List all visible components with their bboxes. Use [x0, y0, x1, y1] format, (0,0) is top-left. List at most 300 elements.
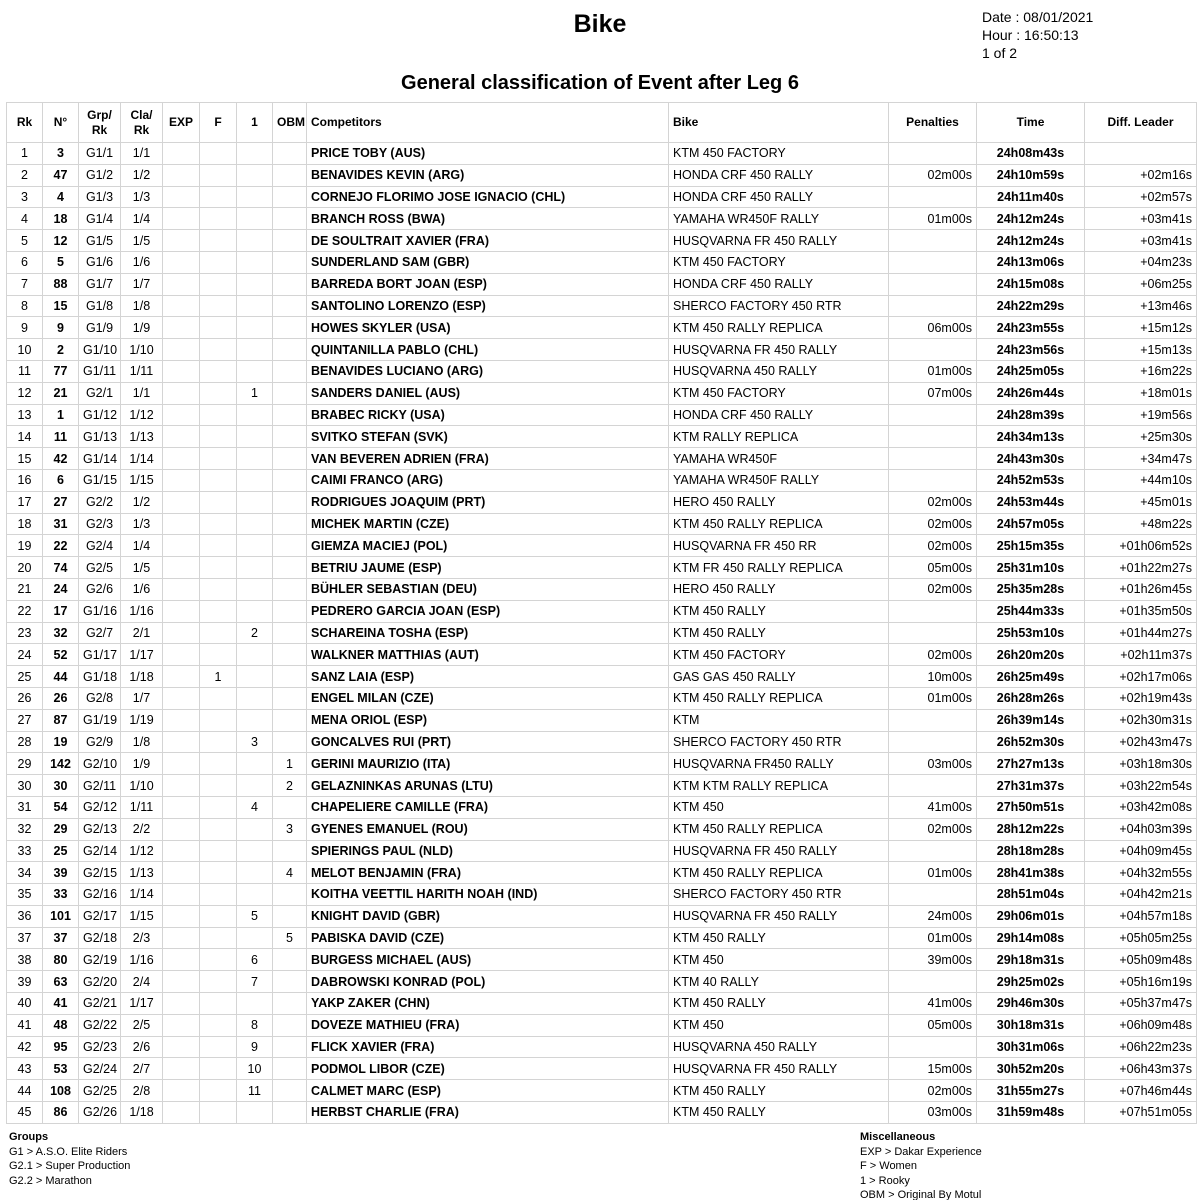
cell-obm: [273, 993, 307, 1015]
cell-penalties: [889, 971, 977, 993]
cell-rank: 10: [7, 339, 43, 361]
cell-group-rank: G2/2: [79, 491, 121, 513]
cell-rank: 22: [7, 600, 43, 622]
table-row: [7, 862, 1197, 884]
table-row: [7, 143, 1197, 165]
cell-obm: [273, 448, 307, 470]
table-row: [7, 382, 1197, 404]
column-header-bike: [669, 103, 889, 143]
cell-exp: [163, 709, 200, 731]
cell-obm: [273, 600, 307, 622]
cell-rooky: 5: [237, 905, 273, 927]
cell-time: 27h50m51s: [977, 796, 1085, 818]
cell-penalties: 02m00s: [889, 491, 977, 513]
cell-diff-leader: +44m10s: [1085, 469, 1197, 491]
cell-group-rank: G1/14: [79, 448, 121, 470]
table-row: [7, 840, 1197, 862]
table-row: [7, 753, 1197, 775]
cell-bike: SHERCO FACTORY 450 RTR: [669, 884, 889, 906]
cell-bib-number: 6: [43, 469, 79, 491]
cell-diff-leader: +06h22m23s: [1085, 1036, 1197, 1058]
cell-penalties: 41m00s: [889, 796, 977, 818]
cell-exp: [163, 295, 200, 317]
cell-diff-leader: +03m41s: [1085, 230, 1197, 252]
cell-bib-number: 12: [43, 230, 79, 252]
cell-penalties: 05m00s: [889, 1014, 977, 1036]
cell-group-rank: G1/19: [79, 709, 121, 731]
cell-time: 24h10m59s: [977, 164, 1085, 186]
column-header-penalties: [889, 103, 977, 143]
cell-bike: KTM 450 RALLY: [669, 1102, 889, 1124]
cell-time: 29h46m30s: [977, 993, 1085, 1015]
misc-legend-item: 1 > Rooky: [860, 1174, 910, 1187]
cell-competitor: MENA ORIOL (ESP): [307, 709, 669, 731]
cell-group-rank: G2/8: [79, 687, 121, 709]
cell-rank: 9: [7, 317, 43, 339]
table-row: [7, 295, 1197, 317]
cell-exp: [163, 382, 200, 404]
cell-competitor: DE SOULTRAIT XAVIER (FRA): [307, 230, 669, 252]
cell-exp: [163, 339, 200, 361]
cell-penalties: 02m00s: [889, 578, 977, 600]
cell-diff-leader: +03h42m08s: [1085, 796, 1197, 818]
cell-bike: HONDA CRF 450 RALLY: [669, 186, 889, 208]
cell-class-rank: 2/3: [121, 927, 163, 949]
cell-time: 26h25m49s: [977, 666, 1085, 688]
cell-bib-number: 39: [43, 862, 79, 884]
cell-rank: 19: [7, 535, 43, 557]
cell-rank: 34: [7, 862, 43, 884]
misc-legend: [860, 1130, 982, 1200]
cell-group-rank: G2/17: [79, 905, 121, 927]
cell-diff-leader: +05h16m19s: [1085, 971, 1197, 993]
cell-obm: [273, 949, 307, 971]
cell-bib-number: 2: [43, 339, 79, 361]
cell-bike: KTM 450: [669, 1014, 889, 1036]
cell-penalties: 02m00s: [889, 1080, 977, 1102]
cell-bib-number: 22: [43, 535, 79, 557]
cell-exp: [163, 230, 200, 252]
cell-women: [200, 513, 237, 535]
cell-group-rank: G1/5: [79, 230, 121, 252]
cell-class-rank: 1/15: [121, 469, 163, 491]
cell-rank: 2: [7, 164, 43, 186]
cell-diff-leader: +04m23s: [1085, 251, 1197, 273]
cell-bib-number: 9: [43, 317, 79, 339]
cell-bib-number: 44: [43, 666, 79, 688]
cell-rank: 20: [7, 557, 43, 579]
cell-penalties: 02m00s: [889, 818, 977, 840]
cell-rooky: 6: [237, 949, 273, 971]
cell-bike: HERO 450 RALLY: [669, 491, 889, 513]
cell-group-rank: G2/21: [79, 993, 121, 1015]
cell-bib-number: 19: [43, 731, 79, 753]
cell-diff-leader: [1085, 143, 1197, 165]
cell-competitor: BURGESS MICHAEL (AUS): [307, 949, 669, 971]
cell-group-rank: G1/11: [79, 360, 121, 382]
cell-diff-leader: +06h43m37s: [1085, 1058, 1197, 1080]
cell-group-rank: G2/22: [79, 1014, 121, 1036]
cell-women: [200, 840, 237, 862]
cell-competitor: BENAVIDES KEVIN (ARG): [307, 164, 669, 186]
cell-exp: [163, 448, 200, 470]
cell-rooky: [237, 578, 273, 600]
misc-legend-item: EXP > Dakar Experience: [860, 1145, 982, 1158]
cell-rooky: 9: [237, 1036, 273, 1058]
cell-group-rank: G1/8: [79, 295, 121, 317]
cell-women: [200, 884, 237, 906]
cell-bike: SHERCO FACTORY 450 RTR: [669, 731, 889, 753]
cell-obm: [273, 426, 307, 448]
cell-exp: [163, 666, 200, 688]
cell-exp: [163, 426, 200, 448]
cell-rank: 32: [7, 818, 43, 840]
table-row: [7, 251, 1197, 273]
cell-penalties: 01m00s: [889, 862, 977, 884]
cell-competitor: SANDERS DANIEL (AUS): [307, 382, 669, 404]
cell-competitor: GERINI MAURIZIO (ITA): [307, 753, 669, 775]
cell-diff-leader: +25m30s: [1085, 426, 1197, 448]
cell-exp: [163, 600, 200, 622]
cell-diff-leader: +01h26m45s: [1085, 578, 1197, 600]
cell-obm: [273, 557, 307, 579]
cell-rank: 8: [7, 295, 43, 317]
cell-class-rank: 2/7: [121, 1058, 163, 1080]
cell-class-rank: 1/4: [121, 535, 163, 557]
cell-rank: 1: [7, 143, 43, 165]
cell-penalties: 39m00s: [889, 949, 977, 971]
cell-diff-leader: +34m47s: [1085, 448, 1197, 470]
cell-exp: [163, 186, 200, 208]
column-header-bib-number: [43, 103, 79, 143]
cell-diff-leader: +04h03m39s: [1085, 818, 1197, 840]
cell-bike: KTM 450 RALLY REPLICA: [669, 317, 889, 339]
cell-group-rank: G2/6: [79, 578, 121, 600]
cell-rooky: [237, 143, 273, 165]
cell-group-rank: G2/14: [79, 840, 121, 862]
cell-rank: 29: [7, 753, 43, 775]
cell-time: 24h08m43s: [977, 143, 1085, 165]
cell-penalties: [889, 1036, 977, 1058]
cell-penalties: 03m00s: [889, 753, 977, 775]
cell-bib-number: 24: [43, 578, 79, 600]
cell-bike: YAMAHA WR450F: [669, 448, 889, 470]
cell-rank: 5: [7, 230, 43, 252]
misc-legend-item: F > Women: [860, 1160, 917, 1172]
cell-rank: 44: [7, 1080, 43, 1102]
cell-women: [200, 775, 237, 797]
table-row: [7, 971, 1197, 993]
cell-competitor: CALMET MARC (ESP): [307, 1080, 669, 1102]
cell-group-rank: G1/1: [79, 143, 121, 165]
cell-competitor: HERBST CHARLIE (FRA): [307, 1102, 669, 1124]
cell-class-rank: 1/15: [121, 905, 163, 927]
cell-obm: [273, 796, 307, 818]
cell-diff-leader: +05h09m48s: [1085, 949, 1197, 971]
cell-bib-number: 11: [43, 426, 79, 448]
cell-bike: KTM KTM RALLY REPLICA: [669, 775, 889, 797]
cell-group-rank: G2/24: [79, 1058, 121, 1080]
cell-class-rank: 1/17: [121, 993, 163, 1015]
column-header-obm: [273, 103, 307, 143]
cell-women: [200, 949, 237, 971]
cell-rank: 39: [7, 971, 43, 993]
cell-competitor: SANZ LAIA (ESP): [307, 666, 669, 688]
cell-rank: 37: [7, 927, 43, 949]
cell-class-rank: 1/14: [121, 884, 163, 906]
table-row: [7, 796, 1197, 818]
table-row: [7, 426, 1197, 448]
cell-bib-number: 41: [43, 993, 79, 1015]
cell-bike: HUSQVARNA FR 450 RALLY: [669, 1058, 889, 1080]
cell-time: 29h18m31s: [977, 949, 1085, 971]
cell-rank: 42: [7, 1036, 43, 1058]
cell-competitor: GONCALVES RUI (PRT): [307, 731, 669, 753]
cell-penalties: 15m00s: [889, 1058, 977, 1080]
cell-time: 28h41m38s: [977, 862, 1085, 884]
cell-competitor: BÜHLER SEBASTIAN (DEU): [307, 578, 669, 600]
column-header-label: Rk: [133, 122, 150, 137]
column-header-label: F: [214, 115, 222, 129]
column-header-label: OBM: [277, 115, 305, 129]
table-row: [7, 535, 1197, 557]
cell-exp: [163, 731, 200, 753]
cell-obm: [273, 404, 307, 426]
cell-class-rank: 1/16: [121, 949, 163, 971]
cell-penalties: [889, 709, 977, 731]
cell-group-rank: G2/10: [79, 753, 121, 775]
cell-competitor: GYENES EMANUEL (ROU): [307, 818, 669, 840]
cell-competitor: DABROWSKI KONRAD (POL): [307, 971, 669, 993]
table-row: [7, 513, 1197, 535]
cell-competitor: DOVEZE MATHIEU (FRA): [307, 1014, 669, 1036]
cell-group-rank: G1/2: [79, 164, 121, 186]
cell-exp: [163, 251, 200, 273]
table-row: [7, 666, 1197, 688]
column-header-label: N°: [53, 115, 68, 129]
cell-bib-number: 4: [43, 186, 79, 208]
cell-rank: 38: [7, 949, 43, 971]
cell-time: 30h18m31s: [977, 1014, 1085, 1036]
cell-women: [200, 404, 237, 426]
cell-bib-number: 95: [43, 1036, 79, 1058]
table-row: [7, 1102, 1197, 1124]
cell-group-rank: G2/23: [79, 1036, 121, 1058]
cell-women: [200, 578, 237, 600]
cell-diff-leader: +05h37m47s: [1085, 993, 1197, 1015]
cell-rank: 31: [7, 796, 43, 818]
cell-competitor: PEDRERO GARCIA JOAN (ESP): [307, 600, 669, 622]
cell-competitor: BARREDA BORT JOAN (ESP): [307, 273, 669, 295]
cell-women: [200, 535, 237, 557]
cell-time: 28h12m22s: [977, 818, 1085, 840]
cell-women: [200, 818, 237, 840]
cell-obm: [273, 1036, 307, 1058]
cell-diff-leader: +16m22s: [1085, 360, 1197, 382]
cell-bib-number: 80: [43, 949, 79, 971]
cell-rooky: [237, 709, 273, 731]
cell-rooky: [237, 251, 273, 273]
cell-bike: KTM 450 RALLY REPLICA: [669, 862, 889, 884]
cell-time: 24h28m39s: [977, 404, 1085, 426]
cell-competitor: PABISKA DAVID (CZE): [307, 927, 669, 949]
cell-women: [200, 687, 237, 709]
cell-group-rank: G1/10: [79, 339, 121, 361]
cell-bike: KTM 450 RALLY: [669, 993, 889, 1015]
cell-bib-number: 86: [43, 1102, 79, 1124]
cell-time: 29h14m08s: [977, 927, 1085, 949]
cell-bib-number: 5: [43, 251, 79, 273]
cell-rooky: [237, 557, 273, 579]
cell-rank: 43: [7, 1058, 43, 1080]
cell-diff-leader: +05h05m25s: [1085, 927, 1197, 949]
cell-penalties: 01m00s: [889, 687, 977, 709]
cell-bib-number: 63: [43, 971, 79, 993]
cell-diff-leader: +02m57s: [1085, 186, 1197, 208]
cell-rooky: [237, 208, 273, 230]
cell-obm: [273, 1014, 307, 1036]
cell-women: [200, 251, 237, 273]
cell-rooky: [237, 993, 273, 1015]
cell-exp: [163, 753, 200, 775]
cell-rooky: [237, 317, 273, 339]
cell-class-rank: 1/3: [121, 186, 163, 208]
cell-rooky: [237, 644, 273, 666]
cell-competitor: CHAPELIERE CAMILLE (FRA): [307, 796, 669, 818]
cell-group-rank: G1/18: [79, 666, 121, 688]
column-header-rooky: [237, 103, 273, 143]
cell-bib-number: 18: [43, 208, 79, 230]
document-title: Bike: [573, 10, 627, 38]
cell-obm: [273, 208, 307, 230]
cell-exp: [163, 535, 200, 557]
cell-exp: [163, 513, 200, 535]
cell-rank: 36: [7, 905, 43, 927]
cell-bike: HUSQVARNA FR 450 RALLY: [669, 339, 889, 361]
cell-obm: [273, 143, 307, 165]
cell-competitor: SANTOLINO LORENZO (ESP): [307, 295, 669, 317]
cell-bib-number: 74: [43, 557, 79, 579]
cell-bike: KTM 450 RALLY REPLICA: [669, 687, 889, 709]
cell-competitor: VAN BEVEREN ADRIEN (FRA): [307, 448, 669, 470]
cell-diff-leader: +03h22m54s: [1085, 775, 1197, 797]
cell-rooky: [237, 273, 273, 295]
cell-bib-number: 31: [43, 513, 79, 535]
cell-penalties: 03m00s: [889, 1102, 977, 1124]
groups-legend: [9, 1130, 130, 1188]
cell-bike: HONDA CRF 450 RALLY: [669, 164, 889, 186]
cell-group-rank: G1/7: [79, 273, 121, 295]
cell-competitor: SPIERINGS PAUL (NLD): [307, 840, 669, 862]
cell-class-rank: 2/5: [121, 1014, 163, 1036]
cell-rooky: 4: [237, 796, 273, 818]
table-row: [7, 317, 1197, 339]
cell-bib-number: 54: [43, 796, 79, 818]
cell-time: 28h18m28s: [977, 840, 1085, 862]
cell-diff-leader: +48m22s: [1085, 513, 1197, 535]
cell-competitor: SCHAREINA TOSHA (ESP): [307, 622, 669, 644]
cell-rooky: [237, 666, 273, 688]
cell-rooky: [237, 753, 273, 775]
cell-women: [200, 317, 237, 339]
table-row: [7, 339, 1197, 361]
cell-rank: 21: [7, 578, 43, 600]
cell-exp: [163, 1014, 200, 1036]
cell-obm: [273, 317, 307, 339]
table-row: [7, 644, 1197, 666]
cell-bib-number: 15: [43, 295, 79, 317]
cell-bib-number: 142: [43, 753, 79, 775]
cell-bib-number: 30: [43, 775, 79, 797]
column-header-label: EXP: [168, 115, 193, 129]
cell-rooky: [237, 469, 273, 491]
cell-rooky: [237, 339, 273, 361]
cell-obm: 1: [273, 753, 307, 775]
cell-time: 27h31m37s: [977, 775, 1085, 797]
column-header-competitor: [307, 103, 669, 143]
cell-group-rank: G2/16: [79, 884, 121, 906]
cell-exp: [163, 818, 200, 840]
cell-penalties: 06m00s: [889, 317, 977, 339]
cell-women: [200, 993, 237, 1015]
cell-time: 24h23m56s: [977, 339, 1085, 361]
cell-bike: KTM 450 RALLY: [669, 600, 889, 622]
cell-time: 29h06m01s: [977, 905, 1085, 927]
cell-class-rank: 1/8: [121, 731, 163, 753]
table-row: [7, 578, 1197, 600]
cell-bib-number: 33: [43, 884, 79, 906]
cell-bib-number: 53: [43, 1058, 79, 1080]
cell-time: 24h11m40s: [977, 186, 1085, 208]
cell-penalties: [889, 230, 977, 252]
cell-rank: 14: [7, 426, 43, 448]
column-header-label: Competitors: [311, 115, 382, 129]
cell-women: [200, 143, 237, 165]
cell-women: [200, 208, 237, 230]
cell-diff-leader: +02h43m47s: [1085, 731, 1197, 753]
cell-exp: [163, 905, 200, 927]
cell-rooky: [237, 535, 273, 557]
cell-penalties: 24m00s: [889, 905, 977, 927]
cell-group-rank: G2/1: [79, 382, 121, 404]
table-row: [7, 557, 1197, 579]
cell-diff-leader: +02h30m31s: [1085, 709, 1197, 731]
groups-legend-title: Groups: [9, 1131, 49, 1143]
cell-class-rank: 1/11: [121, 360, 163, 382]
cell-time: 30h52m20s: [977, 1058, 1085, 1080]
cell-obm: [273, 905, 307, 927]
cell-rank: 28: [7, 731, 43, 753]
cell-bib-number: 77: [43, 360, 79, 382]
cell-competitor: MELOT BENJAMIN (FRA): [307, 862, 669, 884]
cell-time: 24h57m05s: [977, 513, 1085, 535]
cell-competitor: YAKP ZAKER (CHN): [307, 993, 669, 1015]
cell-competitor: PRICE TOBY (AUS): [307, 143, 669, 165]
cell-rooky: [237, 426, 273, 448]
cell-time: 27h27m13s: [977, 753, 1085, 775]
cell-bike: GAS GAS 450 RALLY: [669, 666, 889, 688]
cell-time: 24h52m53s: [977, 469, 1085, 491]
cell-rank: 25: [7, 666, 43, 688]
cell-women: [200, 491, 237, 513]
cell-class-rank: 1/5: [121, 557, 163, 579]
cell-women: [200, 862, 237, 884]
cell-group-rank: G1/15: [79, 469, 121, 491]
cell-competitor: BENAVIDES LUCIANO (ARG): [307, 360, 669, 382]
cell-competitor: QUINTANILLA PABLO (CHL): [307, 339, 669, 361]
column-header-label: Cla/: [130, 107, 153, 122]
cell-bib-number: 101: [43, 905, 79, 927]
